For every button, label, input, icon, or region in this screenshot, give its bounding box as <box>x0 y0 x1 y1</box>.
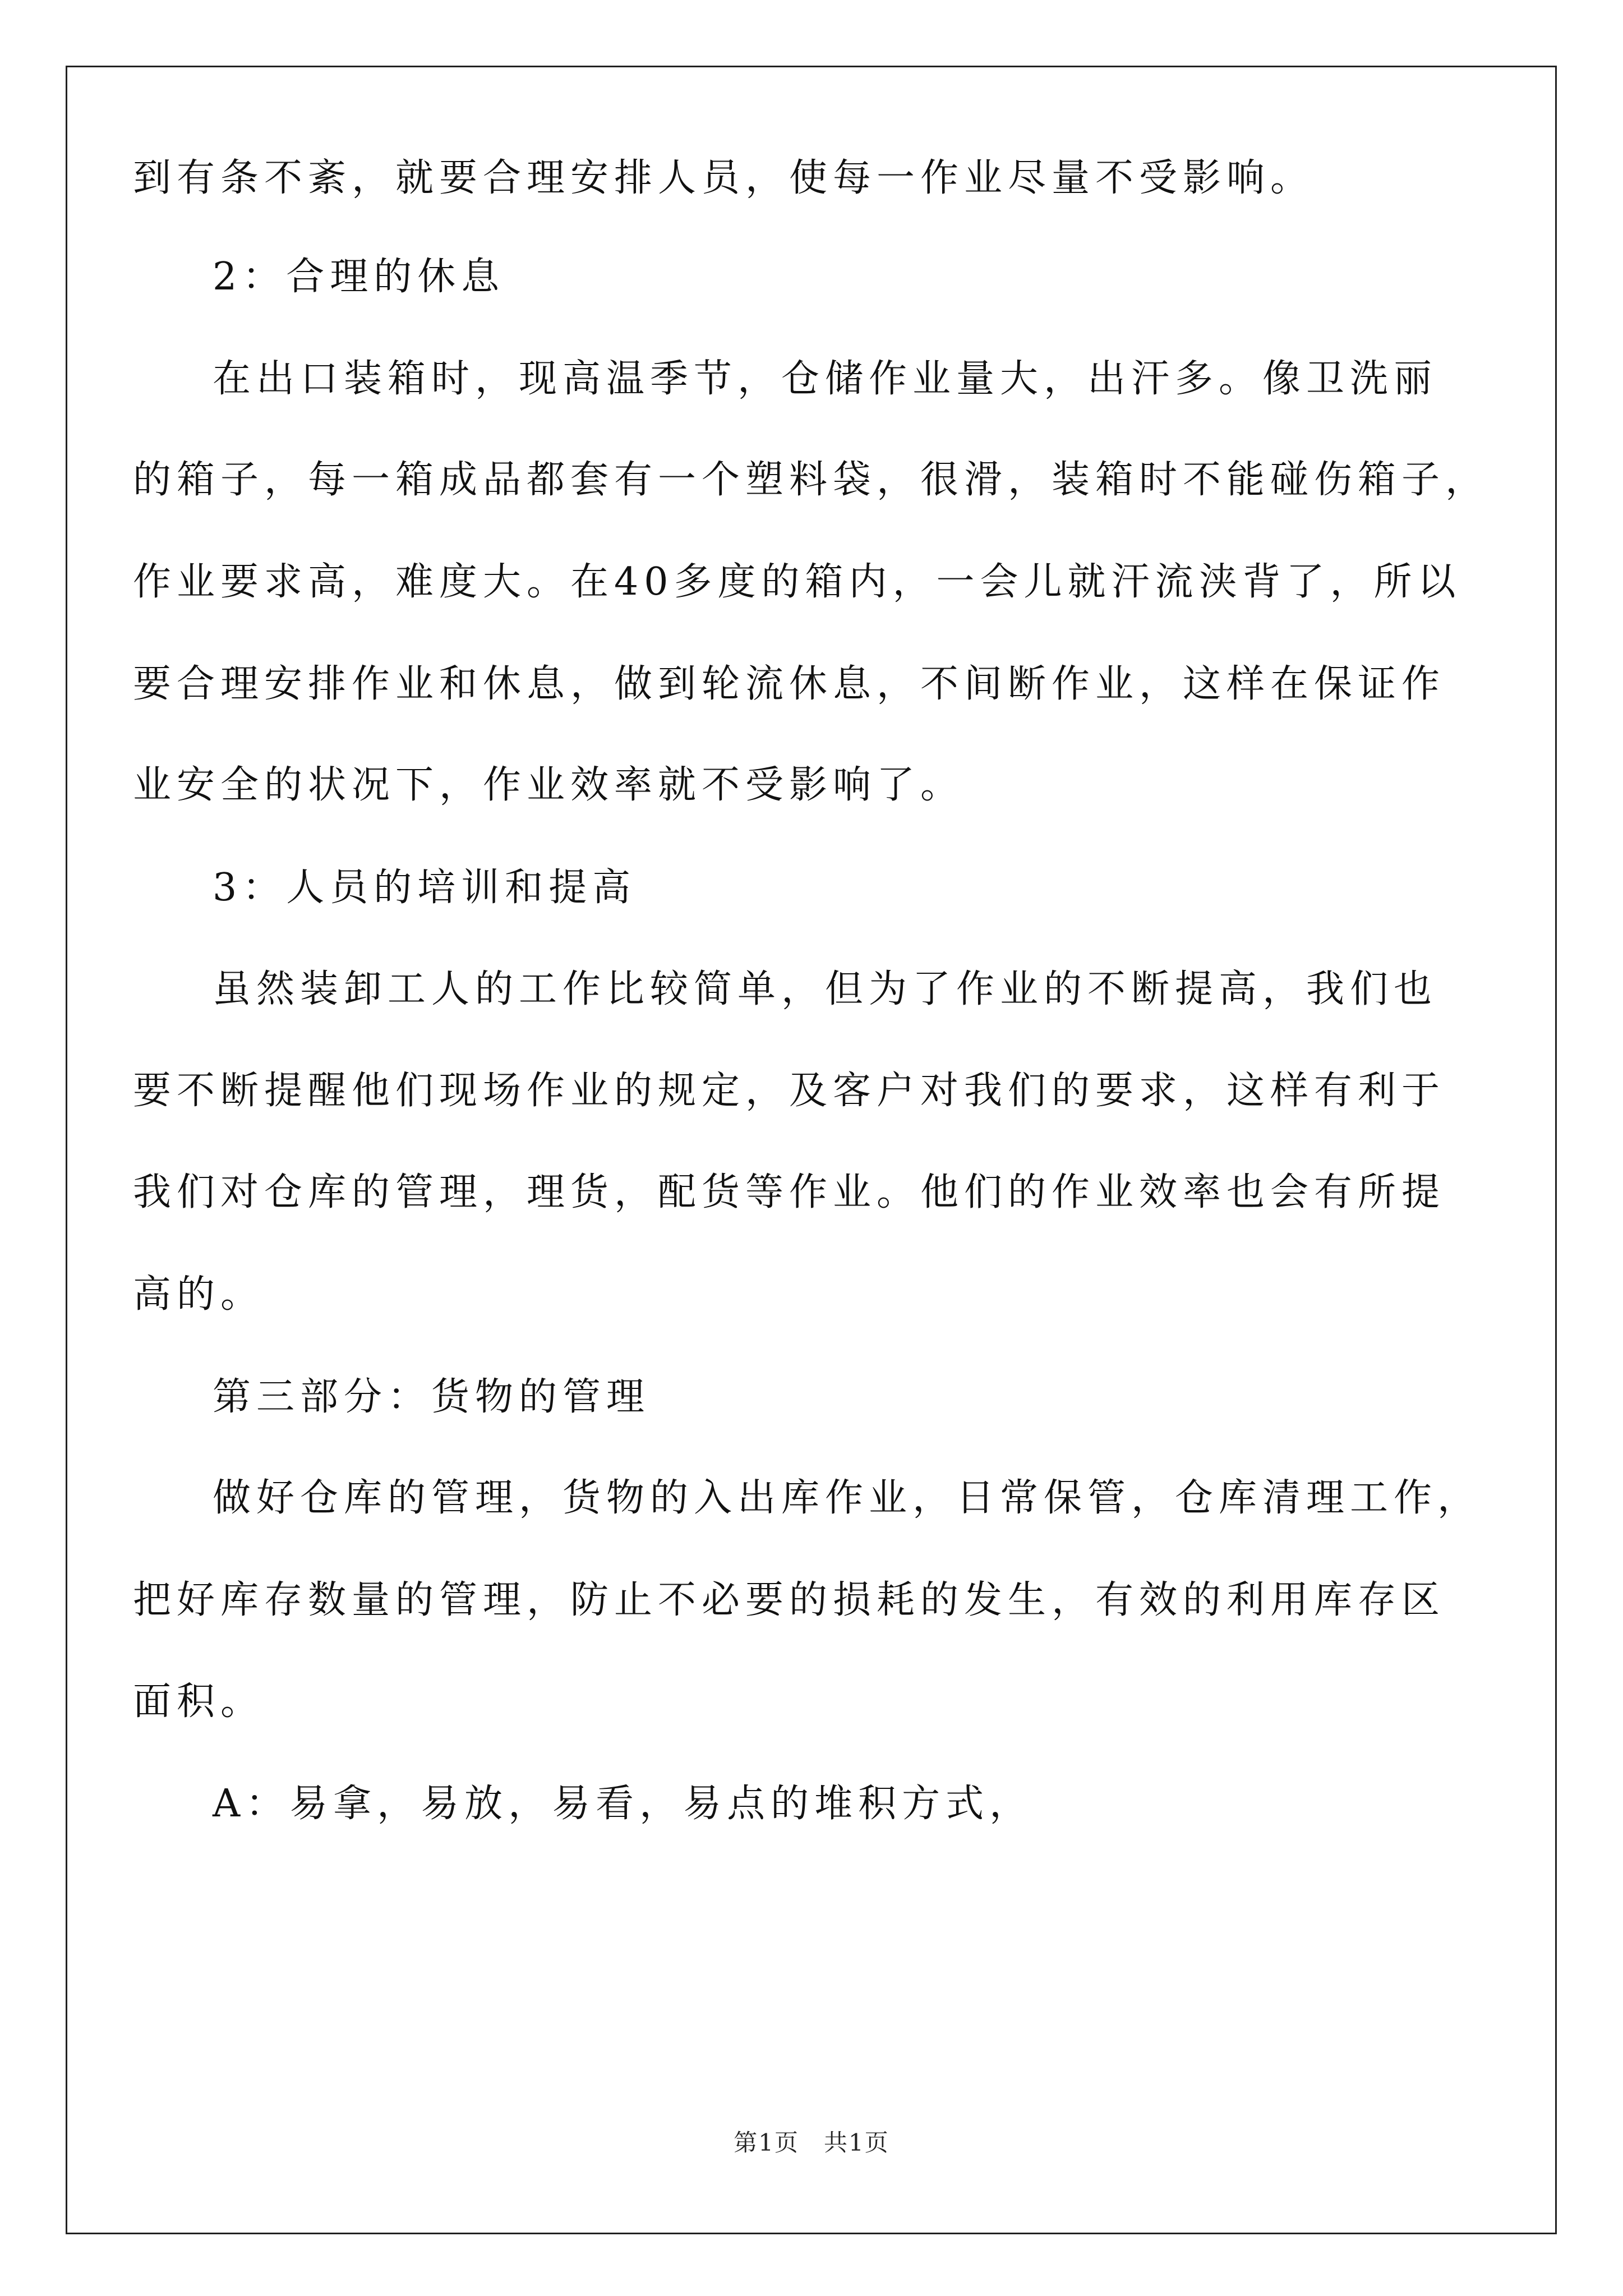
paragraph-line: 高的。 <box>133 1272 265 1317</box>
paragraph-line: 要合理安排作业和休息，做到轮流休息，不间断作业，这样在保证作 <box>133 662 1446 706</box>
paragraph-line: 做好仓库的管理，货物的入出库作业，日常保管，仓库清理工作， <box>213 1476 1482 1520</box>
paragraph-line: 作业要求高，难度大。在40多度的箱内，一会儿就汗流浃背了，所以 <box>133 560 1461 604</box>
paragraph-line: 我们对仓库的管理，理货，配货等作业。他们的作业效率也会有所提 <box>133 1170 1446 1214</box>
paragraph-line: 虽然装卸工人的工作比较简单，但为了作业的不断提高，我们也 <box>213 967 1438 1011</box>
paragraph-line: 业安全的状况下，作业效率就不受影响了。 <box>133 763 965 807</box>
paragraph-line: 的箱子，每一箱成品都套有一个塑料袋，很滑，装箱时不能碰伤箱子， <box>133 458 1490 502</box>
page-number-footer: 第1页 共1页 <box>734 2129 889 2156</box>
paragraph-line: 要不断提醒他们现场作业的规定，及客户对我们的要求，这样有利于 <box>133 1069 1446 1113</box>
section-heading: 第三部分：货物的管理 <box>213 1375 651 1419</box>
paragraph-line: 在出口装箱时，现高温季节，仓储作业量大，出汗多。像卫洗丽 <box>213 357 1438 401</box>
list-item-heading: A：易拿，易放，易看，易点的堆积方式， <box>213 1782 1034 1826</box>
paragraph-line: 把好库存数量的管理，防止不必要的损耗的发生，有效的利用库存区 <box>133 1578 1446 1622</box>
paragraph-line: 面积。 <box>133 1680 265 1724</box>
section-heading: 3：人员的培训和提高 <box>213 866 637 910</box>
section-heading: 2：合理的休息 <box>213 255 505 299</box>
paragraph-line: 到有条不紊，就要合理安排人员，使每一作业尽量不受影响。 <box>133 156 1315 200</box>
